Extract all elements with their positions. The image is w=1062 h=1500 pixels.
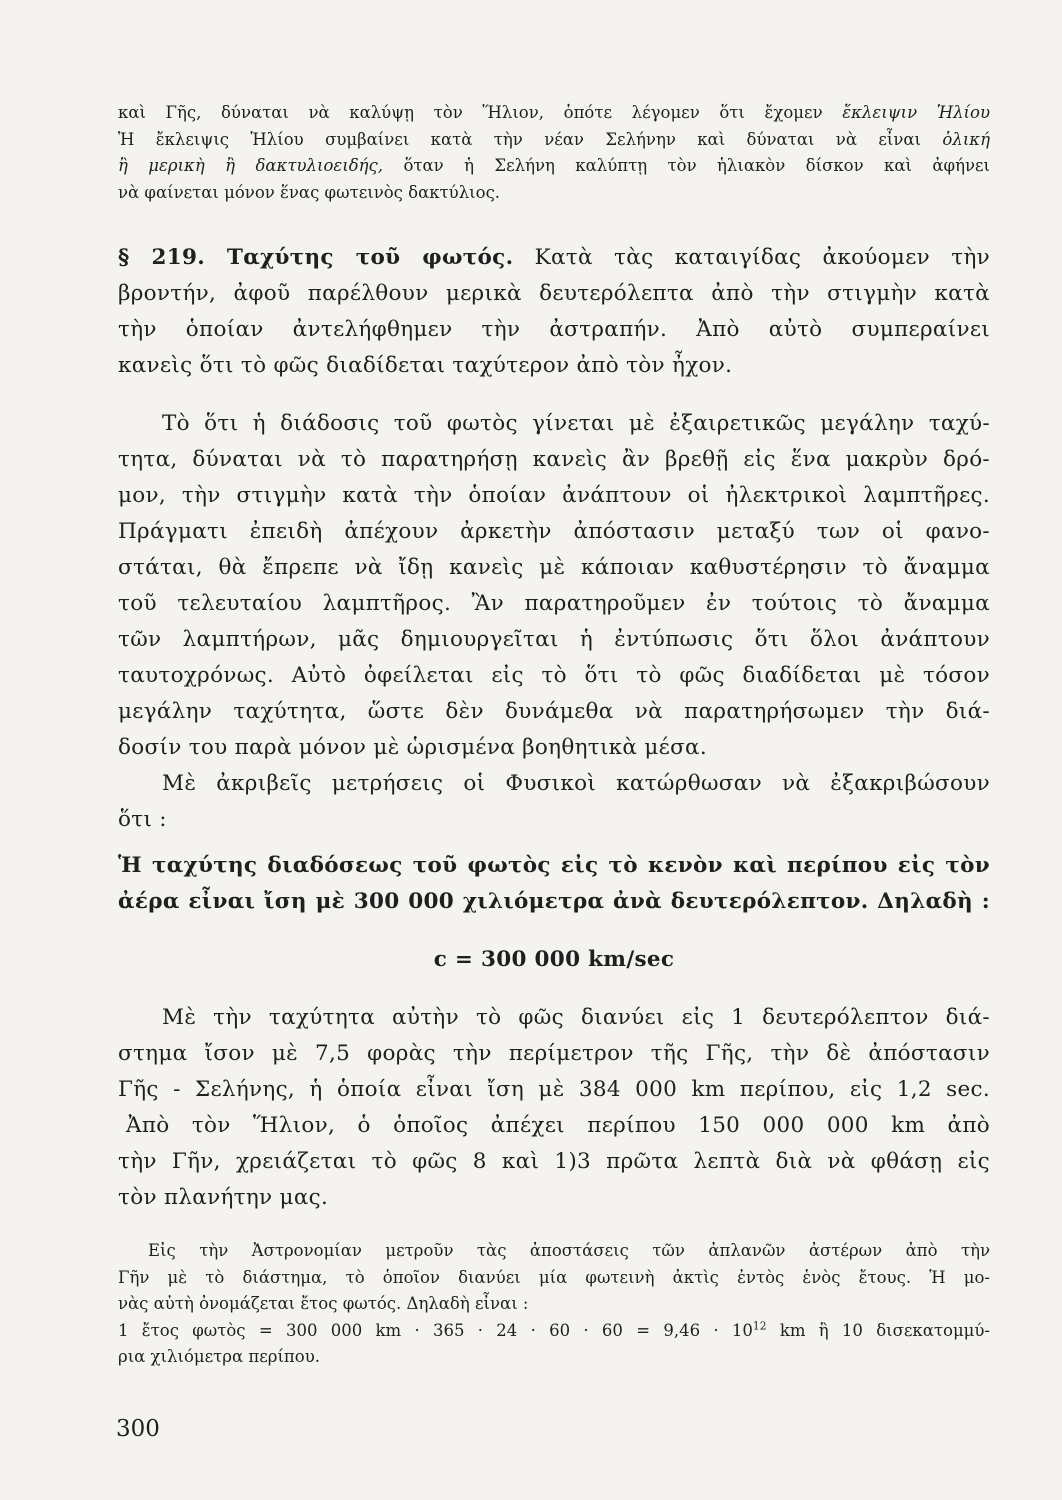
p2-line-6: τοῦ τελευταίου λαμπτῆρος. Ἂν παρατηροῦμεν ἐν τούτοις τὸ ἄναμμα bbox=[118, 591, 990, 616]
bold-line-2: ἀέρα εἶναι ἴση μὲ 300 000 χιλιόμετρα ἀνὰ δευτερόλεπτον. Δηλαδὴ : bbox=[118, 889, 990, 914]
note-line-3: νὰς αὐτὴ ὀνομάζεται ἔτος φωτός. Δηλαδὴ εἶναι : bbox=[118, 1294, 529, 1313]
intro-line-4: κανεὶς ὅτι τὸ φῶς διαδίδεται ταχύτερον ἀπὸ τὸν ἦχον. bbox=[118, 353, 733, 378]
note-line-2: Γῆν μὲ τὸ διάστημα, τὸ ὁποῖον διανύει μία φωτεινὴ ἀκτὶς ἐντὸς ἑνὸς ἔτους. Ἡ μο- bbox=[118, 1267, 990, 1287]
light-year-note bbox=[118, 1238, 990, 1371]
p2-line-9: μεγάλην ταχύτητα, ὥστε δὲν δυνάμεθα νὰ παρατηρήσωμεν τὴν διά- bbox=[118, 699, 990, 724]
partial-annular-term: ἢ μερικὴ ἢ δακτυλιοειδής, bbox=[118, 156, 384, 175]
p4-line-6: τὸν πλανήτην μας. bbox=[118, 1185, 329, 1210]
paragraph-3 bbox=[118, 766, 990, 838]
p4-line-5: τὴν Γῆν, χρειάζεται τὸ φῶς 8 καὶ 1)3 πρῶτα λεπτὰ διὰ νὰ φθάσῃ εἰς bbox=[118, 1149, 990, 1174]
p2-line-3: μον, τὴν στιγμὴν κατὰ τὴν ὁποίαν ἀνάπτουν οἱ ἠλεκτρικοὶ λαμπτῆρες. bbox=[118, 483, 990, 508]
p3-line-1: Μὲ ἀκριβεῖς μετρήσεις οἱ Φυσικοὶ κατώρθωσαν νὰ ἐξακριβώσουν bbox=[162, 771, 990, 796]
top-line-2: Ἡ ἔκλειψις Ἡλίου συμβαίνει κατὰ τὴν νέαν Σελήνην καὶ δύναται νὰ εἶναι ὁλική bbox=[118, 129, 990, 149]
top-line-4: νὰ φαίνεται μόνον ἕνας φωτεινὸς δακτύλιος. bbox=[118, 182, 501, 202]
p2-line-7: τῶν λαμπτήρων, μᾶς δημιουργεῖται ἡ ἐντύπωσις ὅτι ὅλοι ἀνάπτουν bbox=[118, 627, 990, 652]
p3-line-2: ὅτι : bbox=[118, 807, 167, 832]
exponent: 12 bbox=[752, 1319, 767, 1332]
intro-line-2: βροντήν, ἀφοῦ παρέλθουν μερικὰ δευτερόλεπτα ἀπὸ τὴν στιγμὴν κατὰ bbox=[118, 281, 990, 306]
paragraph-4 bbox=[118, 1000, 990, 1216]
paragraph-2 bbox=[118, 406, 990, 766]
section-intro bbox=[118, 240, 990, 384]
page-number: 300 bbox=[116, 1416, 160, 1442]
p4-line-4: Ἀπὸ τὸν Ἥλιον, ὁ ὁποῖος ἀπέχει περίπου 150 000 000 km ἀπὸ bbox=[126, 1113, 990, 1138]
p4-line-2: στημα ἴσον μὲ 7,5 φορὰς τὴν περίμετρον τῆς Γῆς, τὴν δὲ ἀπόστασιν bbox=[118, 1041, 990, 1066]
p2-line-4: Πράγματι ἐπειδὴ ἀπέχουν ἀρκετὴν ἀπόστασιν μεταξύ των οἱ φανο- bbox=[118, 519, 990, 544]
total-term: ὁλική bbox=[942, 129, 990, 149]
section-heading: § 219. Ταχύτης τοῦ φωτός. bbox=[118, 245, 514, 270]
p2-line-5: στάται, θὰ ἔπρεπε νὰ ἴδῃ κανεὶς μὲ κάποιαν καθυστέρησιν τὸ ἄναμμα bbox=[118, 555, 990, 580]
p2-line-10: δοσίν του παρὰ μόνον μὲ ὡρισμένα βοηθητικὰ μέσα. bbox=[118, 735, 708, 760]
speed-statement bbox=[118, 848, 990, 920]
intro-line-3: τὴν ὁποίαν ἀντελήφθημεν τὴν ἀστραπήν. Ἀπὸ αὐτὸ συμπεραίνει bbox=[118, 317, 990, 342]
top-line-3: ἢ μερικὴ ἢ δακτυλιοειδής, ὅταν ἡ Σελήνη καλύπτῃ τὸν ἡλιακὸν δίσκον καὶ ἀφήνει bbox=[118, 156, 990, 175]
p2-line-1: Τὸ ὅτι ἡ διάδοσις τοῦ φωτὸς γίνεται μὲ ἐξαιρετικῶς μεγάλην ταχύ- bbox=[162, 411, 990, 436]
top-paragraph bbox=[118, 100, 990, 206]
note-line-5: ρια χιλιόμετρα περίπου. bbox=[118, 1347, 320, 1366]
p2-line-2: τητα, δύναται νὰ τὸ παρατηρήσῃ κανεὶς ἂν βρεθῇ εἰς ἕνα μακρὺν δρό- bbox=[118, 447, 990, 472]
p2-line-8: ταυτοχρόνως. Αὐτὸ ὀφείλεται εἰς τὸ ὅτι τὸ φῶς διαδίδεται μὲ τόσον bbox=[118, 663, 990, 688]
note-line-1: Εἰς τὴν Ἀστρονομίαν μετροῦν τὰς ἀποστάσεις τῶν ἀπλανῶν ἀστέρων ἀπὸ τὴν bbox=[148, 1241, 990, 1260]
p4-line-3: Γῆς - Σελήνης, ἡ ὁποία εἶναι ἴση μὲ 384 000 km περίπου, εἰς 1,2 sec. bbox=[118, 1077, 990, 1102]
intro-line-1: § 219. Ταχύτης τοῦ φωτός. Κατὰ τὰς καταιγίδας ἀκούομεν τὴν bbox=[118, 245, 991, 270]
note-formula-line: 1 ἔτος φωτὸς = 300 000 km · $365 \cdot 24 \cdot 60 \cdot 60 = 9,46 \cdot 10^{12}$ km ἢ 10 δισεκατομμύ- bbox=[118, 1319, 990, 1340]
bold-line-1: Ἡ ταχύτης διαδόσεως τοῦ φωτὸς εἰς τὸ κενὸν καὶ περίπου εἰς τὸν bbox=[118, 853, 990, 878]
eclipse-term: ἔκλειψιν Ἡλίου bbox=[842, 103, 990, 122]
top-line-1: καὶ Γῆς, δύναται νὰ καλύψῃ τὸν Ἥλιον, ὁπότε λέγομεν ὅτι ἔχομεν ἔκλειψιν Ἡλίου bbox=[118, 103, 990, 122]
speed-formula: c = 300 000 km/sec bbox=[433, 947, 675, 972]
p4-line-1: Μὲ τὴν ταχύτητα αὐτὴν τὸ φῶς διανύει εἰς 1 δευτερόλεπτον διά- bbox=[162, 1005, 990, 1030]
